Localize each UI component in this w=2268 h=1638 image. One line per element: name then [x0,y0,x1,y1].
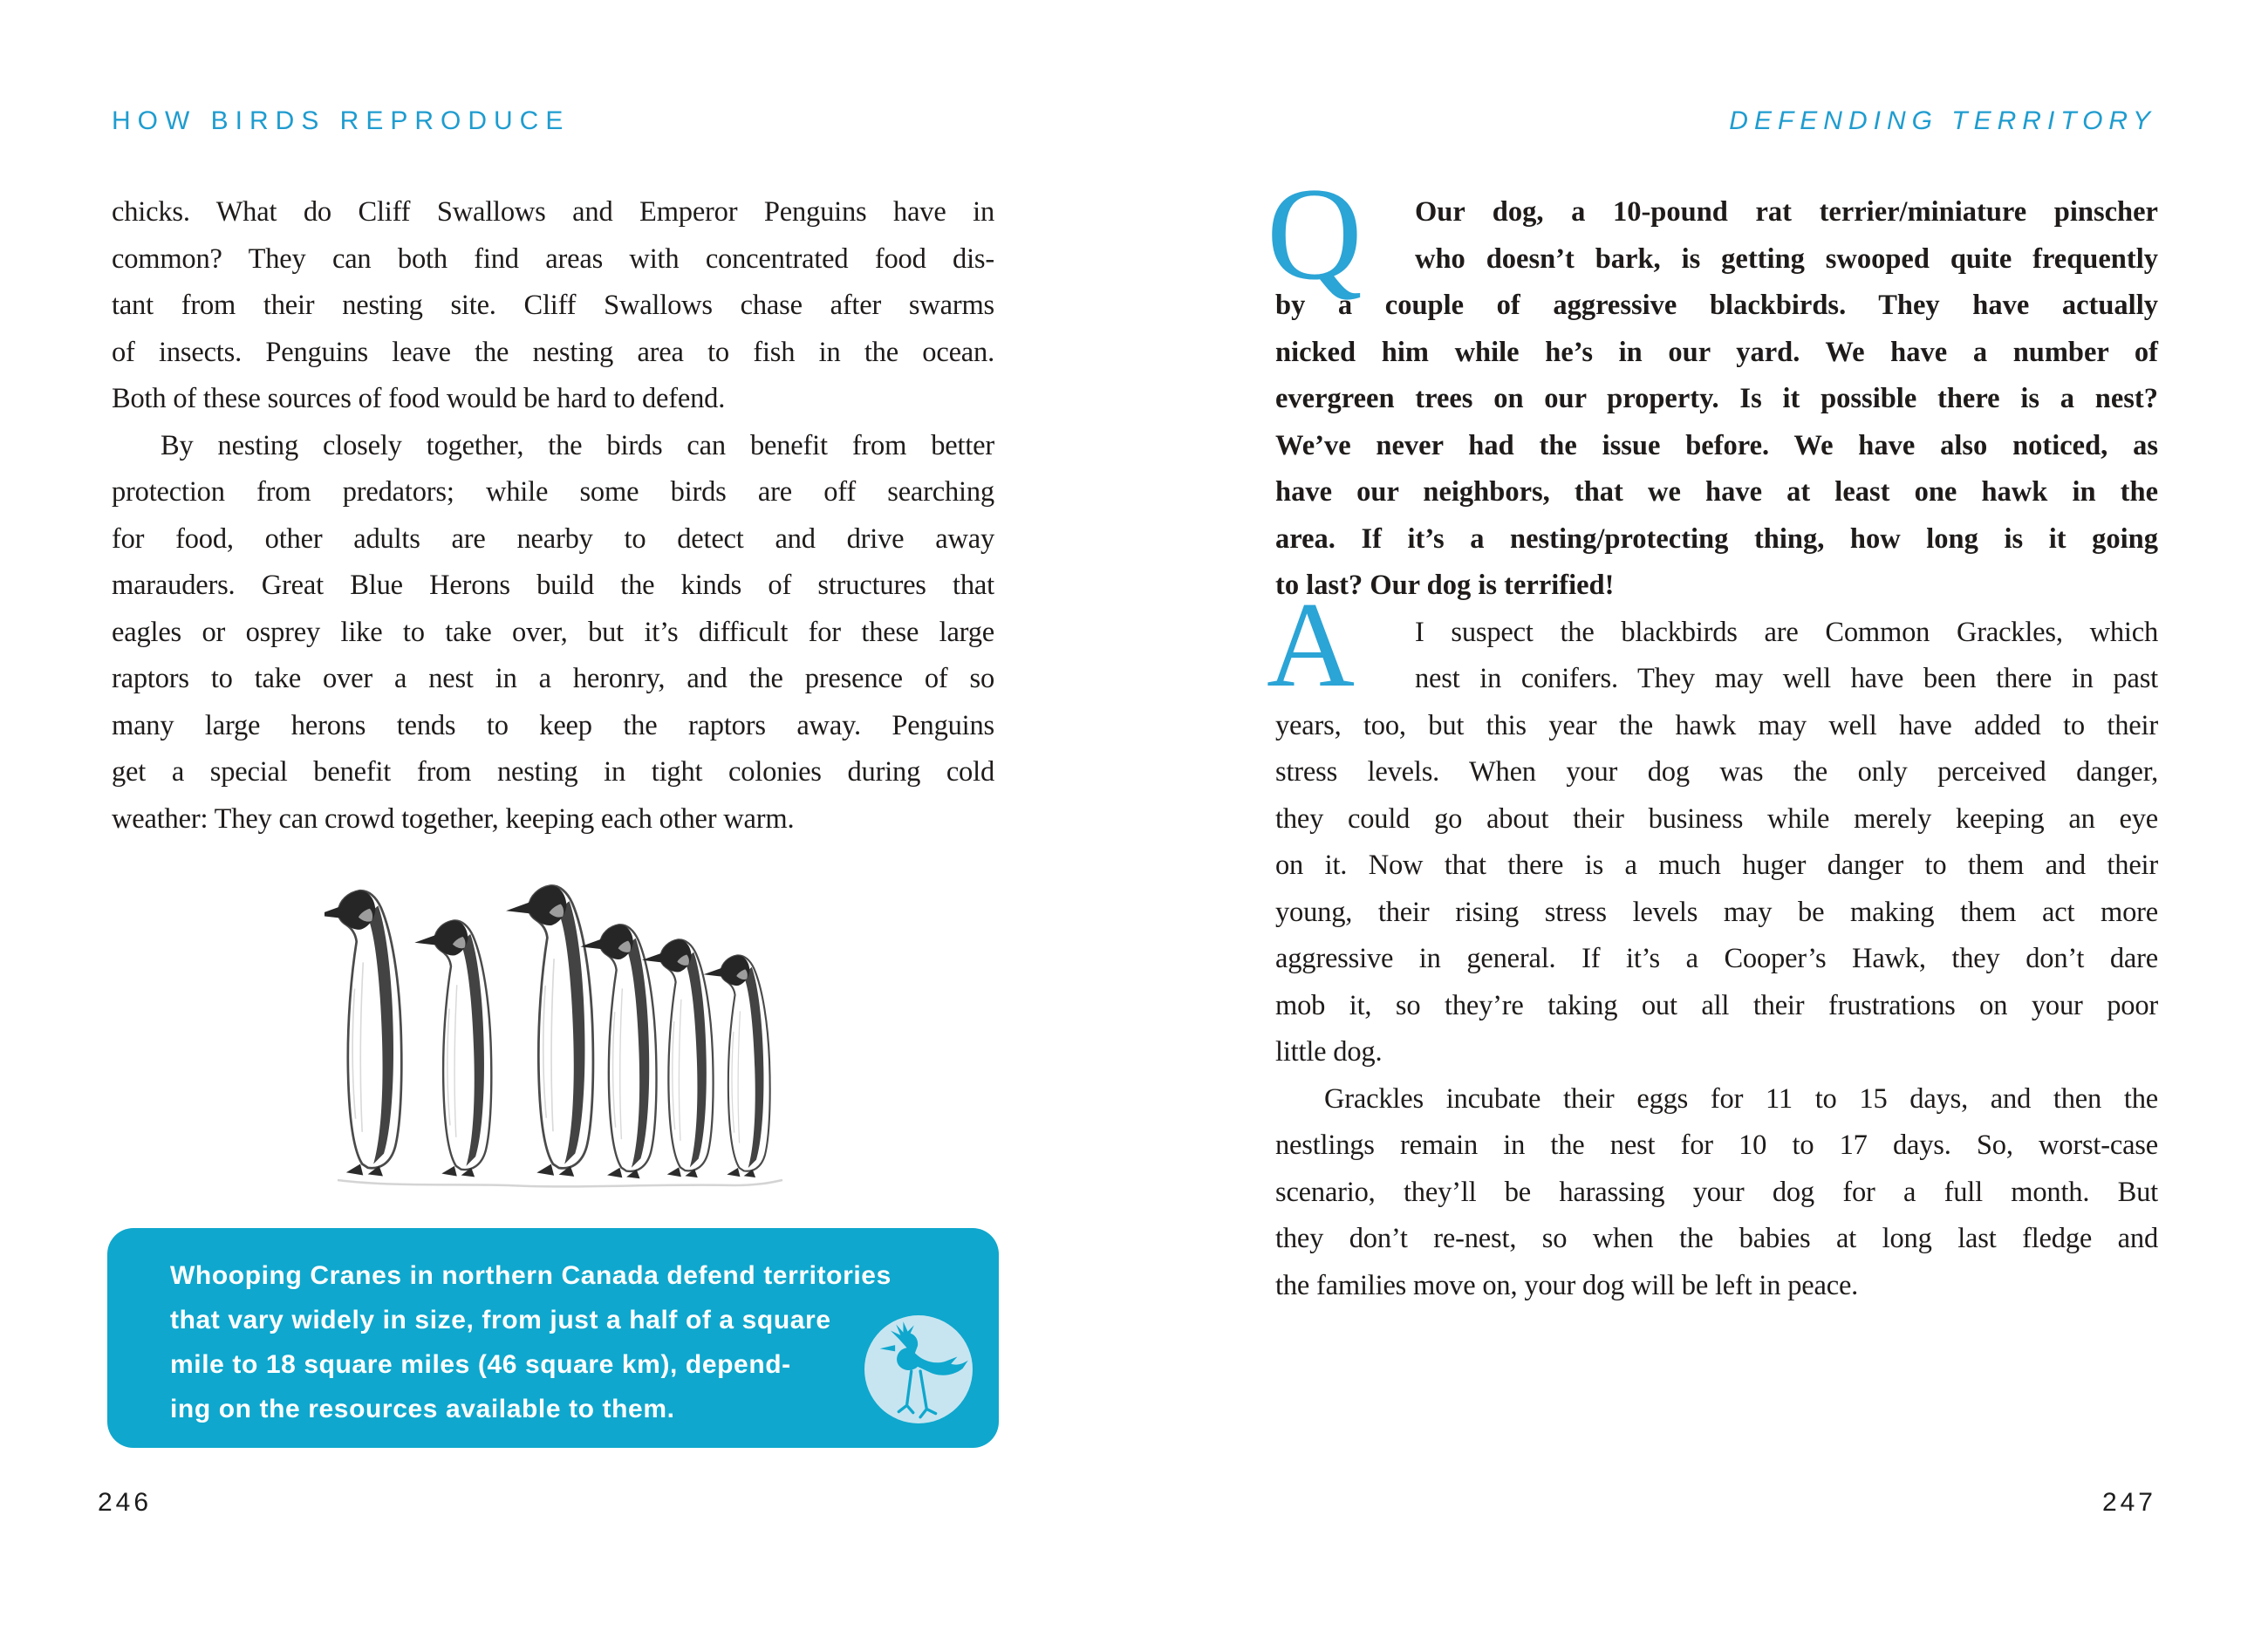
ground-line [338,1180,782,1186]
text-line: protection from predators; while some birds are off searching [112,476,994,508]
text-line: of insects. Penguins leave the nesting area to fish in the ocean. [112,336,994,368]
running-head-left: HOW BIRDS REPRODUCE [112,106,570,135]
text-line: mile to 18 square miles (46 square km), depend- [170,1350,791,1379]
text-line: scenario, they’ll be harassing your dog for a full month. But [1275,1176,2158,1208]
text-line: raptors to take over a nest in a heronry, and the presence of so [112,663,994,694]
text-line: they could go about their business while merely keeping an eye [1275,802,2158,835]
text-line: marauders. Great Blue Herons build the kinds of structures that [112,570,994,601]
text-line: by a couple of aggressive blackbirds. They have actually [1275,290,2158,321]
page-number-left: 246 [98,1488,153,1517]
text-line: nicked him while he’s in our yard. We have a number of [1275,336,2158,368]
running-head-right: DEFENDING TERRITORY [1729,106,2156,135]
callout-text [170,1253,891,1431]
crane-icon [864,1315,973,1423]
text-line: Grackles incubate their eggs for 11 to 15 days, and then the [1324,1082,2158,1115]
text-line: By nesting closely together, the birds can benefit from better [161,429,994,461]
text-line: Our dog, a 10-pound rat terrier/miniature pinscher [1415,196,2158,228]
emperor-penguins-illustration [324,868,789,1194]
text-line: that vary widely in size, from just a half of a square [170,1306,831,1334]
text-line: area. If it’s a nesting/protecting thing, how long is it going [1275,522,2158,555]
text-line: aggressive in general. If it’s a Cooper’s Hawk, they don’t dare [1275,943,2158,974]
text-line: evergreen trees on our property. Is it possible there is a nest? [1275,383,2158,414]
question-dropcap: Q [1267,160,1363,307]
text-line: stress levels. When your dog was the only perceived danger, [1275,756,2158,788]
text-line: many large herons tends to keep the raptors away. Penguins [112,709,994,741]
text-line: tant from their nesting site. Cliff Swallows chase after swarms [112,290,994,321]
text-line: to last? Our dog is terrified! [1275,570,1615,601]
text-line: the families move on, your dog will be left in peace. [1275,1269,1859,1301]
text-line: chicks. What do Cliff Swallows and Emperor Penguins have in [112,196,994,228]
text-line: they don’t re-nest, so when the babies at long last fledge and [1275,1223,2158,1254]
text-line: We’ve never had the issue before. We have also noticed, as [1275,429,2158,461]
text-line: little dog. [1275,1036,1383,1068]
text-line: years, too, but this year the hawk may well have added to their [1275,709,2158,741]
text-line: eagles or osprey like to take over, but it’s difficult for these large [112,616,994,648]
text-line: for food, other adults are nearby to detect and drive away [112,522,994,555]
left-body-paragraph-1 [112,189,994,423]
text-line: Whooping Cranes in northern Canada defend territories [170,1261,891,1290]
left-body-paragraph-2 [112,423,994,843]
answer-paragraph-2 [1275,1076,2158,1310]
text-line: nestlings remain in the nest for 10 to 17 days. So, worst-case [1275,1130,2158,1161]
text-line: I suspect the blackbirds are Common Grackles, which [1415,616,2158,648]
page-number-right: 247 [2101,1488,2156,1517]
text-line: young, their rising stress levels may be making them act more [1275,896,2158,928]
text-line: on it. Now that there is a much huger danger to them and their [1275,850,2158,881]
answer-dropcap: A [1267,577,1356,713]
text-line: weather: They can crowd together, keeping each other warm. [112,802,795,835]
text-line: common? They can both find areas with concentrated food dis- [112,242,994,275]
text-line: nest in conifers. They may well have been there in past [1415,663,2158,694]
text-line: get a special benefit from nesting in tight colonies during cold [112,756,994,788]
text-line: mob it, so they’re taking out all their frustrations on your poor [1275,989,2158,1021]
text-line: have our neighbors, that we have at least one hawk in the [1275,476,2158,508]
text-line: who doesn’t bark, is getting swooped quite frequently [1415,242,2158,275]
answer-paragraph-1 [1275,610,2158,1076]
whooping-crane-callout [107,1228,999,1448]
question-text [1275,189,2158,610]
text-line: Both of these sources of food would be hard to defend. [112,383,726,414]
text-line: ing on the resources available to them. [170,1395,675,1423]
